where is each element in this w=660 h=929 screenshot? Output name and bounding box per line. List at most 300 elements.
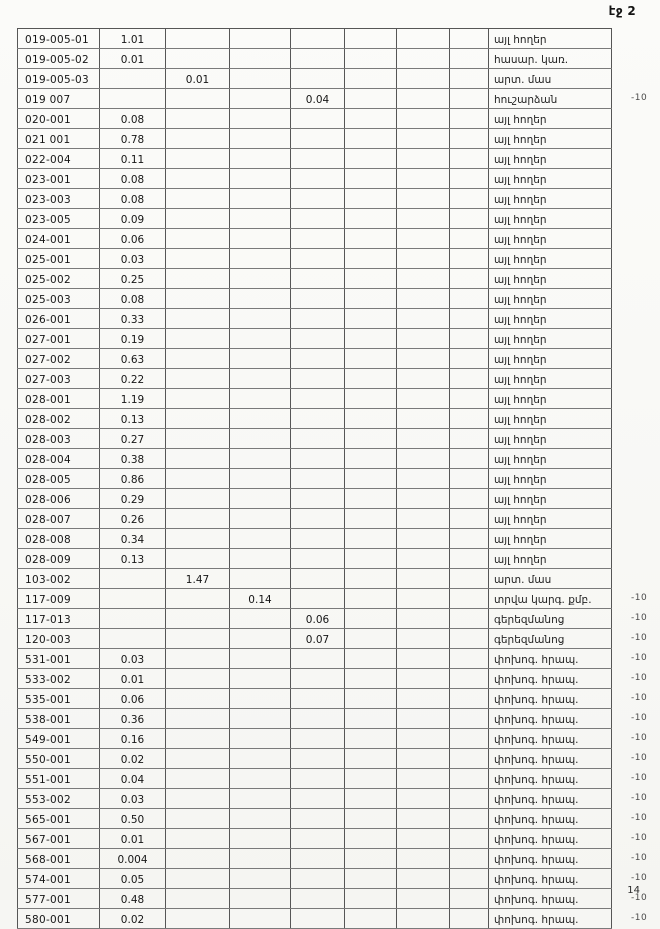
area-value-cell <box>166 849 230 869</box>
land-type-cell: այլ հողեր <box>489 469 612 489</box>
parcel-code-cell: 019-005-03 <box>18 69 100 89</box>
area-value-cell <box>450 849 489 869</box>
area-value-cell <box>291 849 345 869</box>
area-value-cell <box>345 789 397 809</box>
parcel-code-cell: 567-001 <box>18 829 100 849</box>
area-value-cell <box>230 389 291 409</box>
parcel-code-cell: 533-002 <box>18 669 100 689</box>
table-row <box>18 649 658 669</box>
table-row <box>18 109 658 129</box>
area-value-cell <box>291 709 345 729</box>
area-value-cell <box>166 909 230 929</box>
land-type-cell: այլ հողեր <box>489 489 612 509</box>
area-value-cell <box>345 709 397 729</box>
margin-note <box>612 149 658 169</box>
margin-note <box>612 309 658 329</box>
area-value-cell <box>291 409 345 429</box>
area-value-cell <box>291 109 345 129</box>
area-value-cell <box>345 849 397 869</box>
table-row <box>18 249 658 269</box>
land-type-cell: այլ հողեր <box>489 349 612 369</box>
area-value-cell <box>166 669 230 689</box>
area-value-cell <box>450 649 489 669</box>
table-row <box>18 529 658 549</box>
area-value-cell <box>450 549 489 569</box>
margin-note <box>612 449 658 469</box>
area-value-cell <box>345 869 397 889</box>
land-type-cell: հուշարձան <box>489 89 612 109</box>
page-number-top: էջ 2 <box>608 4 636 18</box>
land-type-cell: փոխոգ. հրապ. <box>489 889 612 909</box>
area-value-cell <box>397 589 450 609</box>
area-value-cell <box>230 749 291 769</box>
table-row <box>18 49 658 69</box>
area-value-cell <box>345 309 397 329</box>
area-value-cell <box>450 329 489 349</box>
area-value-cell <box>345 149 397 169</box>
table-row <box>18 749 658 769</box>
parcel-code-cell: 019-005-01 <box>18 29 100 49</box>
area-value-cell <box>397 269 450 289</box>
parcel-code-cell: 027-002 <box>18 349 100 369</box>
area-value-cell: 0.03 <box>100 249 166 269</box>
area-value-cell: 0.004 <box>100 849 166 869</box>
area-value-cell <box>230 869 291 889</box>
area-value-cell <box>291 649 345 669</box>
area-value-cell <box>450 749 489 769</box>
margin-note <box>612 569 658 589</box>
land-type-cell: այլ հողեր <box>489 289 612 309</box>
area-value-cell <box>166 229 230 249</box>
area-value-cell <box>166 609 230 629</box>
table-row <box>18 289 658 309</box>
area-value-cell <box>345 489 397 509</box>
area-value-cell <box>166 869 230 889</box>
table-row <box>18 209 658 229</box>
area-value-cell <box>397 249 450 269</box>
area-value-cell <box>230 609 291 629</box>
area-value-cell <box>397 329 450 349</box>
area-value-cell <box>166 89 230 109</box>
area-value-cell: 0.13 <box>100 549 166 569</box>
area-value-cell: 0.27 <box>100 429 166 449</box>
table-row <box>18 369 658 389</box>
area-value-cell <box>230 709 291 729</box>
land-type-cell: փոխոգ. հրապ. <box>489 649 612 669</box>
area-value-cell <box>291 749 345 769</box>
table-row <box>18 509 658 529</box>
area-value-cell <box>450 269 489 289</box>
area-value-cell <box>166 589 230 609</box>
area-value-cell <box>230 289 291 309</box>
table-row <box>18 269 658 289</box>
area-value-cell <box>230 909 291 929</box>
area-value-cell <box>166 729 230 749</box>
land-type-cell: այլ հողեր <box>489 369 612 389</box>
land-type-cell: գերեզմանոց <box>489 629 612 649</box>
area-value-cell <box>450 349 489 369</box>
area-value-cell: 0.08 <box>100 109 166 129</box>
area-value-cell <box>291 329 345 349</box>
area-value-cell <box>345 229 397 249</box>
area-value-cell <box>166 149 230 169</box>
area-value-cell: 0.02 <box>100 749 166 769</box>
table-row <box>18 349 658 369</box>
area-value-cell <box>166 689 230 709</box>
area-value-cell <box>166 49 230 69</box>
area-value-cell <box>345 389 397 409</box>
area-value-cell <box>345 669 397 689</box>
parcel-code-cell: 028-003 <box>18 429 100 449</box>
area-value-cell <box>291 909 345 929</box>
parcel-code-cell: 028-009 <box>18 549 100 569</box>
land-type-cell: այլ հողեր <box>489 29 612 49</box>
margin-note: -10 <box>631 732 648 743</box>
area-value-cell <box>345 569 397 589</box>
margin-note: -10 <box>631 772 648 783</box>
land-type-cell: փոխոգ. հրապ. <box>489 729 612 749</box>
parcel-code-cell: 120-003 <box>18 629 100 649</box>
area-value-cell <box>450 89 489 109</box>
area-value-cell <box>397 489 450 509</box>
land-type-cell: փոխոգ. հրապ. <box>489 789 612 809</box>
table-row <box>18 689 658 709</box>
area-value-cell <box>291 289 345 309</box>
area-value-cell <box>345 469 397 489</box>
area-value-cell <box>230 429 291 449</box>
area-value-cell: 0.04 <box>291 89 345 109</box>
area-value-cell <box>291 69 345 89</box>
area-value-cell: 0.26 <box>100 509 166 529</box>
parcel-code-cell: 027-003 <box>18 369 100 389</box>
area-value-cell <box>166 809 230 829</box>
area-value-cell <box>345 49 397 69</box>
area-value-cell <box>397 189 450 209</box>
land-type-cell: այլ հողեր <box>489 309 612 329</box>
margin-note: -10 <box>631 832 648 843</box>
table-row <box>18 789 658 809</box>
margin-note <box>612 549 658 569</box>
area-value-cell <box>397 449 450 469</box>
land-type-cell: փոխոգ. հրապ. <box>489 869 612 889</box>
land-type-cell: փոխոգ. հրապ. <box>489 669 612 689</box>
margin-note <box>612 329 658 349</box>
area-value-cell <box>291 729 345 749</box>
area-value-cell <box>450 529 489 549</box>
area-value-cell <box>345 729 397 749</box>
area-value-cell <box>397 109 450 129</box>
area-value-cell <box>450 429 489 449</box>
area-value-cell <box>230 109 291 129</box>
table-row <box>18 489 658 509</box>
area-value-cell <box>291 389 345 409</box>
area-value-cell <box>166 369 230 389</box>
table-row <box>18 729 658 749</box>
area-value-cell <box>450 249 489 269</box>
table-row <box>18 389 658 409</box>
parcel-code-cell: 024-001 <box>18 229 100 249</box>
area-value-cell <box>166 789 230 809</box>
table-row <box>18 709 658 729</box>
area-value-cell: 0.13 <box>100 409 166 429</box>
parcel-code-cell: 574-001 <box>18 869 100 889</box>
area-value-cell <box>291 369 345 389</box>
land-type-cell: այլ հողեր <box>489 129 612 149</box>
area-value-cell <box>450 289 489 309</box>
land-type-cell: այլ հողեր <box>489 329 612 349</box>
margin-note <box>612 269 658 289</box>
area-value-cell: 0.05 <box>100 869 166 889</box>
land-type-cell: փոխոգ. հրապ. <box>489 829 612 849</box>
area-value-cell: 0.03 <box>100 649 166 669</box>
area-value-cell <box>291 769 345 789</box>
area-value-cell <box>345 289 397 309</box>
parcel-code-cell: 549-001 <box>18 729 100 749</box>
area-value-cell <box>230 469 291 489</box>
area-value-cell <box>291 149 345 169</box>
parcel-code-cell: 117-009 <box>18 589 100 609</box>
area-value-cell <box>397 909 450 929</box>
area-value-cell <box>450 469 489 489</box>
area-value-cell <box>450 49 489 69</box>
parcel-code-cell: 028-004 <box>18 449 100 469</box>
table-row <box>18 449 658 469</box>
area-value-cell <box>397 549 450 569</box>
area-value-cell <box>166 289 230 309</box>
area-value-cell <box>291 309 345 329</box>
area-value-cell <box>450 129 489 149</box>
area-value-cell <box>166 29 230 49</box>
parcel-code-cell: 026-001 <box>18 309 100 329</box>
area-value-cell: 0.01 <box>166 69 230 89</box>
parcel-code-cell: 028-007 <box>18 509 100 529</box>
table-row <box>18 29 658 49</box>
area-value-cell <box>166 189 230 209</box>
area-value-cell <box>291 689 345 709</box>
table-row <box>18 129 658 149</box>
area-value-cell <box>345 169 397 189</box>
area-value-cell <box>397 689 450 709</box>
area-value-cell <box>100 609 166 629</box>
area-value-cell <box>450 449 489 469</box>
parcel-code-cell: 531-001 <box>18 649 100 669</box>
table-row <box>18 769 658 789</box>
area-value-cell <box>230 49 291 69</box>
area-value-cell <box>450 729 489 749</box>
area-value-cell <box>291 869 345 889</box>
parcel-code-cell: 568-001 <box>18 849 100 869</box>
area-value-cell <box>230 189 291 209</box>
land-type-cell: փոխոգ. հրապ. <box>489 769 612 789</box>
area-value-cell <box>230 569 291 589</box>
land-parcel-table <box>17 28 658 929</box>
margin-note: -10 <box>631 712 648 723</box>
land-type-cell: փոխոգ. հրապ. <box>489 749 612 769</box>
margin-note <box>612 369 658 389</box>
area-value-cell <box>450 209 489 229</box>
table-row <box>18 329 658 349</box>
area-value-cell <box>345 829 397 849</box>
area-value-cell <box>397 349 450 369</box>
area-value-cell <box>291 589 345 609</box>
margin-note <box>612 409 658 429</box>
area-value-cell <box>166 349 230 369</box>
area-value-cell <box>397 749 450 769</box>
area-value-cell <box>230 509 291 529</box>
area-value-cell: 0.06 <box>291 609 345 629</box>
area-value-cell <box>397 469 450 489</box>
margin-note <box>612 509 658 529</box>
area-value-cell <box>166 829 230 849</box>
area-value-cell <box>397 829 450 849</box>
area-value-cell <box>291 429 345 449</box>
parcel-code-cell: 028-001 <box>18 389 100 409</box>
area-value-cell <box>397 289 450 309</box>
land-type-cell: այլ հողեր <box>489 149 612 169</box>
area-value-cell <box>345 409 397 429</box>
area-value-cell: 0.08 <box>100 189 166 209</box>
area-value-cell <box>397 529 450 549</box>
area-value-cell: 0.07 <box>291 629 345 649</box>
area-value-cell <box>291 169 345 189</box>
area-value-cell <box>230 549 291 569</box>
margin-note <box>612 169 658 189</box>
table-row <box>18 469 658 489</box>
area-value-cell <box>397 789 450 809</box>
area-value-cell <box>397 309 450 329</box>
parcel-code-cell: 117-013 <box>18 609 100 629</box>
area-value-cell <box>166 249 230 269</box>
area-value-cell <box>291 889 345 909</box>
area-value-cell <box>397 729 450 749</box>
area-value-cell <box>230 149 291 169</box>
margin-note <box>612 429 658 449</box>
margin-note: -10 <box>631 612 648 623</box>
area-value-cell <box>230 649 291 669</box>
area-value-cell <box>291 829 345 849</box>
area-value-cell <box>450 889 489 909</box>
parcel-code-cell: 023-005 <box>18 209 100 229</box>
area-value-cell <box>166 769 230 789</box>
area-value-cell <box>397 369 450 389</box>
land-type-cell: այլ հողեր <box>489 269 612 289</box>
parcel-code-cell: 553-002 <box>18 789 100 809</box>
area-value-cell <box>291 529 345 549</box>
area-value-cell <box>450 829 489 849</box>
area-value-cell: 0.34 <box>100 529 166 549</box>
area-value-cell <box>291 569 345 589</box>
margin-note <box>612 49 658 69</box>
area-value-cell <box>166 469 230 489</box>
margin-note <box>612 109 658 129</box>
land-type-cell: փոխոգ. հրապ. <box>489 689 612 709</box>
area-value-cell <box>345 689 397 709</box>
area-value-cell <box>345 549 397 569</box>
area-value-cell: 0.33 <box>100 309 166 329</box>
land-type-cell: այլ հողեր <box>489 389 612 409</box>
table-row <box>18 429 658 449</box>
area-value-cell <box>397 709 450 729</box>
area-value-cell <box>291 509 345 529</box>
table-body <box>18 29 658 929</box>
area-value-cell <box>450 769 489 789</box>
area-value-cell <box>450 589 489 609</box>
margin-note: -10 <box>631 812 648 823</box>
table-row <box>18 569 658 589</box>
table-row <box>18 669 658 689</box>
area-value-cell <box>450 309 489 329</box>
area-value-cell <box>166 109 230 129</box>
area-value-cell: 0.16 <box>100 729 166 749</box>
land-type-cell: այլ հողեր <box>489 549 612 569</box>
area-value-cell <box>450 789 489 809</box>
parcel-code-cell: 020-001 <box>18 109 100 129</box>
area-value-cell <box>397 769 450 789</box>
land-type-cell: գերեզմանոց <box>489 609 612 629</box>
table-row <box>18 229 658 249</box>
area-value-cell: 0.01 <box>100 669 166 689</box>
area-value-cell <box>291 189 345 209</box>
area-value-cell <box>230 729 291 749</box>
area-value-cell <box>230 449 291 469</box>
area-value-cell <box>397 649 450 669</box>
land-type-cell: այլ հողեր <box>489 249 612 269</box>
parcel-code-cell: 027-001 <box>18 329 100 349</box>
area-value-cell: 0.11 <box>100 149 166 169</box>
table-row <box>18 869 658 889</box>
area-value-cell <box>291 489 345 509</box>
area-value-cell <box>450 509 489 529</box>
area-value-cell <box>291 469 345 489</box>
area-value-cell <box>345 369 397 389</box>
area-value-cell <box>291 49 345 69</box>
area-value-cell <box>100 629 166 649</box>
area-value-cell <box>230 349 291 369</box>
area-value-cell <box>345 889 397 909</box>
area-value-cell <box>450 869 489 889</box>
margin-note <box>612 129 658 149</box>
area-value-cell <box>230 849 291 869</box>
margin-note: -10 <box>631 592 648 603</box>
area-value-cell <box>450 69 489 89</box>
area-value-cell <box>291 809 345 829</box>
table-row <box>18 629 658 649</box>
area-value-cell <box>345 429 397 449</box>
area-value-cell <box>397 389 450 409</box>
table-row <box>18 149 658 169</box>
area-value-cell <box>397 889 450 909</box>
area-value-cell: 0.22 <box>100 369 166 389</box>
area-value-cell <box>450 569 489 589</box>
land-type-cell: այլ հողեր <box>489 509 612 529</box>
area-value-cell: 0.50 <box>100 809 166 829</box>
area-value-cell: 0.14 <box>230 589 291 609</box>
area-value-cell: 0.25 <box>100 269 166 289</box>
area-value-cell <box>397 609 450 629</box>
area-value-cell <box>345 529 397 549</box>
margin-note <box>612 69 658 89</box>
margin-note <box>612 349 658 369</box>
margin-note <box>612 289 658 309</box>
area-value-cell <box>450 669 489 689</box>
area-value-cell <box>230 769 291 789</box>
margin-note <box>612 249 658 269</box>
parcel-code-cell: 550-001 <box>18 749 100 769</box>
area-value-cell <box>397 849 450 869</box>
parcel-code-cell: 021 001 <box>18 129 100 149</box>
area-value-cell <box>230 529 291 549</box>
margin-note <box>612 229 658 249</box>
